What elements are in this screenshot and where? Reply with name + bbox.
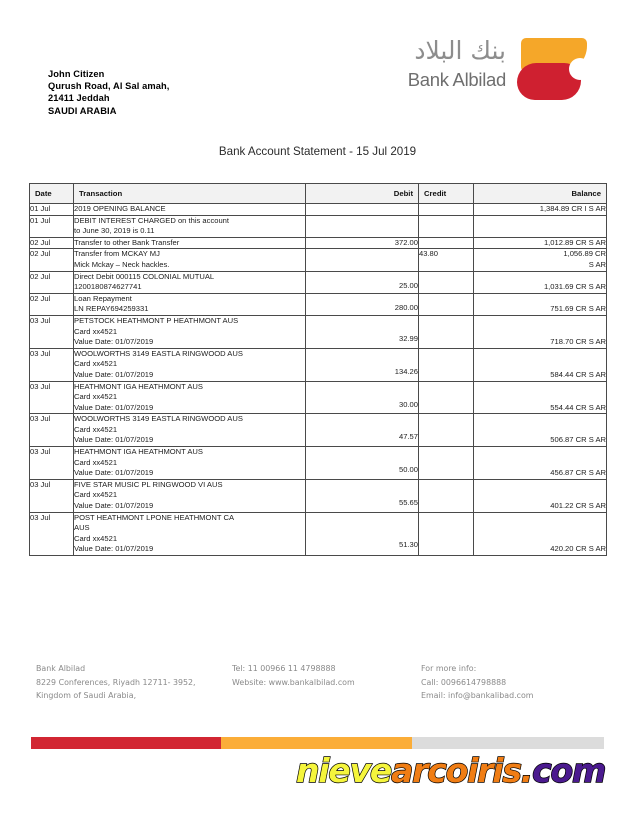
spacer-line [306,456,418,465]
cell-credit [419,479,474,512]
watermark-part-2: arcoiris. [391,751,533,790]
footer-line: Website: www.bankalbilad.com [232,677,355,687]
transaction-line: 2019 OPENING BALANCE [74,204,166,213]
cell-credit [419,215,474,237]
spacer-line [474,523,606,534]
cell-balance [474,293,607,315]
cell-transaction [74,293,306,315]
cell-credit [419,447,474,480]
transaction-line: Loan Repayment [74,293,132,303]
cell-debit [306,204,419,216]
table-row [30,381,607,414]
spacer-line [474,447,606,458]
cell-date: 03 Jul [30,447,74,480]
spacer-line [306,489,418,498]
cell-transaction [74,479,306,512]
spacer-line [474,382,606,393]
cell-transaction [74,237,306,249]
cell-balance [474,381,607,414]
footer-color-bar [31,737,604,749]
spacer-line [306,272,418,281]
cell-date: 03 Jul [30,479,74,512]
cell-debit [306,237,419,249]
debit-amount: 51.30 [398,539,418,549]
bank-logo [386,36,602,108]
transaction-line: Card xx4521 [74,424,118,434]
footer-column-address [36,662,236,703]
balance-amount: 1,031.69 CR S AR [543,282,606,292]
cell-transaction [74,381,306,414]
site-watermark [296,752,605,790]
cell-debit [306,271,419,293]
address-line: SAUDI ARABIA [48,105,117,116]
cell-date: 02 Jul [30,271,74,293]
cell-transaction [74,271,306,293]
footer-bar-gray-segment [412,737,604,749]
cell-date: 03 Jul [30,381,74,414]
transaction-line: Value Date: 01/07/2019 [74,369,154,379]
spacer-line [306,423,418,432]
cell-debit [306,293,419,315]
spacer-line [306,349,418,358]
spacer-line [474,425,606,436]
bank-logo-mark-icon [517,38,589,102]
footer-line: For more info: [421,664,477,673]
transaction-line: WOOLWORTHS 3149 EASTLA RINGWOOD AUS [74,414,243,424]
spacer-line [474,480,606,491]
spacer-line [306,325,418,334]
transaction-line: WOOLWORTHS 3149 EASTLA RINGWOOD AUS [74,348,243,358]
spacer-line [474,327,606,338]
spacer-line [306,480,418,489]
table-row [30,237,607,249]
spacer-line [474,513,606,524]
footer-line: Tel: 11 00966 11 4798888 [232,664,336,673]
debit-amount: 55.65 [398,497,418,507]
cell-transaction [74,414,306,447]
footer-line: Call: 0096614798888 [421,677,507,687]
spacer-line [474,359,606,370]
credit-amount: 43.80 [419,249,439,259]
cell-debit [306,414,419,447]
cell-credit [419,315,474,348]
cell-transaction [74,204,306,216]
transaction-line: Value Date: 01/07/2019 [74,544,154,554]
cell-transaction [74,447,306,480]
transaction-line: Value Date: 01/07/2019 [74,435,154,445]
table-row [30,479,607,512]
debit-amount: 134.26 [394,366,418,376]
footer-line: Email: info@bankalibad.com [421,691,534,700]
spacer-line [474,349,606,360]
statement-table-body [30,204,607,556]
cell-date: 01 Jul [30,204,74,216]
statement-table-container [29,183,606,556]
cell-date: 02 Jul [30,293,74,315]
transaction-line: Card xx4521 [74,490,118,500]
footer-column-more-info [421,662,621,703]
cell-balance [474,237,607,249]
transaction-line: Value Date: 01/07/2019 [74,501,154,511]
transaction-line: HEATHMONT IGA HEATHMONT AUS [74,381,203,391]
cell-balance [474,512,607,555]
spacer-line [306,531,418,540]
cell-debit [306,215,419,237]
cell-date: 01 Jul [30,215,74,237]
watermark-part-1: nieve [296,751,392,790]
column-header-debit: Debit [306,184,419,204]
transaction-line: Transfer to other Bank Transfer [74,237,180,247]
spacer-line [306,382,418,391]
transaction-line: Card xx4521 [74,392,118,402]
transaction-line: FIVE STAR MUSIC PL RINGWOOD VI AUS [74,479,223,489]
transaction-line: HEATHMONT IGA HEATHMONT AUS [74,447,203,457]
cell-balance [474,315,607,348]
column-header-balance: Balance [474,184,607,204]
table-row [30,414,607,447]
balance-amount: 506.87 CR S AR [550,435,606,445]
spacer-line [306,294,418,303]
table-row [30,348,607,381]
cell-date: 02 Jul [30,249,74,271]
transaction-line: DEBIT INTEREST CHARGED on this account [74,215,230,225]
cell-debit [306,381,419,414]
debit-amount: 30.00 [398,399,418,409]
transaction-line: Card xx4521 [74,533,118,543]
spacer-line [474,534,606,545]
cell-date: 03 Jul [30,512,74,555]
balance-amount: 584.44 CR S AR [550,369,606,379]
transaction-line: AUS [74,523,90,533]
cell-credit [419,293,474,315]
cell-credit [419,237,474,249]
cell-credit [419,414,474,447]
logo-notch-shape [569,58,591,80]
bank-logo-text [386,36,506,91]
spacer-line [306,358,418,367]
cell-debit [306,249,419,271]
cell-balance [474,414,607,447]
debit-amount: 280.00 [394,302,418,312]
cell-transaction [74,315,306,348]
transaction-line: POST HEATHMONT LPONE HEATHMONT CA [74,512,235,522]
footer-line: Kingdom of Saudi Arabia, [36,691,137,700]
footer-line: 8229 Conferences, Riyadh 12711- 3952, [36,677,196,687]
table-row [30,215,607,237]
transaction-line: Card xx4521 [74,326,118,336]
footer-line: Bank Albilad [36,664,86,673]
cell-debit [306,348,419,381]
transaction-line: Direct Debit 000115 COLONIAL MUTUAL [74,271,215,281]
customer-address-block [48,68,170,117]
spacer-line [474,294,606,305]
cell-credit [419,348,474,381]
cell-balance [474,249,607,271]
balance-amount: 554.44 CR S AR [550,402,606,412]
page-title: Bank Account Statement - 15 Jul 2019 [218,145,417,158]
footer-bar-red-segment [31,737,221,749]
cell-credit [419,271,474,293]
cell-balance [474,479,607,512]
spacer-line [306,447,418,456]
spacer-line [474,316,606,327]
table-row [30,204,607,216]
cell-date: 03 Jul [30,315,74,348]
spacer-line [306,522,418,531]
balance-amount: 1,056.89 CR [563,249,606,259]
debit-amount: 32.99 [398,333,418,343]
balance-amount: 1,012.89 CR S AR [543,237,606,247]
cell-debit [306,447,419,480]
balance-amount: 751.69 CR S AR [550,304,606,314]
balance-amount: 420.20 CR S AR [550,544,606,554]
bank-logo-arabic-name: بنك البلاد [414,36,506,65]
cell-balance [474,271,607,293]
address-line: 21411 Jeddah [48,93,110,104]
cell-balance [474,447,607,480]
table-row [30,512,607,555]
footer-column-contact [232,662,422,689]
cell-balance [474,204,607,216]
debit-amount: 47.57 [398,432,418,442]
spacer-line [474,414,606,425]
footer-bar-orange-segment [221,737,412,749]
balance-amount: 718.70 CR S AR [550,337,606,347]
document-header [0,0,635,130]
transaction-line: to June 30, 2019 is 0.11 [74,226,155,236]
transaction-line: Card xx4521 [74,359,118,369]
transaction-line: Value Date: 01/07/2019 [74,468,154,478]
transaction-line: PETSTOCK HEATHMONT P HEATHMONT AUS [74,315,239,325]
table-row [30,249,607,271]
column-header-credit: Credit [419,184,474,204]
statement-table [29,183,607,556]
cell-balance [474,348,607,381]
spacer-line [306,391,418,400]
watermark-part-3: com [532,751,606,790]
balance-amount: 1,384.89 CR I S AR [539,204,606,213]
transaction-line: Card xx4521 [74,457,118,467]
bank-logo-latin-name: Bank Albilad [407,69,506,90]
spacer-line [474,272,606,283]
column-header-date: Date [30,184,74,204]
cell-credit [419,204,474,216]
transaction-line: Transfer from MCKAY MJ [74,249,160,259]
cell-credit [419,249,474,271]
transaction-line: Value Date: 01/07/2019 [74,337,154,347]
cell-credit [419,512,474,555]
debit-amount: 50.00 [398,465,418,475]
address-line: John Citizen [48,69,105,79]
balance-amount: 456.87 CR S AR [550,468,606,478]
table-row [30,271,607,293]
cell-credit [419,381,474,414]
cell-transaction [74,348,306,381]
cell-transaction [74,512,306,555]
spacer-line [474,490,606,501]
cell-debit [306,315,419,348]
spacer-line [474,392,606,403]
table-header-row [30,184,607,204]
table-row [30,315,607,348]
transaction-line: LN REPAY694259331 [74,304,149,314]
transaction-line: Mick Mckay – Neck hackles. [74,259,170,269]
cell-transaction [74,249,306,271]
cell-date: 03 Jul [30,348,74,381]
column-header-transaction: Transaction [74,184,306,204]
table-row [30,293,607,315]
spacer-line [306,513,418,522]
cell-balance [474,215,607,237]
cell-debit [306,479,419,512]
spacer-line [306,414,418,423]
balance-amount: 401.22 CR S AR [550,501,606,511]
cell-debit [306,512,419,555]
cell-date: 02 Jul [30,237,74,249]
spacer-line [474,458,606,469]
transaction-line: Value Date: 01/07/2019 [74,402,154,412]
cell-date: 03 Jul [30,414,74,447]
balance-amount: S AR [588,259,606,269]
table-row [30,447,607,480]
transaction-line: 1200180874627741 [74,282,142,292]
cell-transaction [74,215,306,237]
debit-amount: 25.00 [398,280,418,290]
address-line: Qurush Road, Al Sal amah, [48,81,170,92]
debit-amount: 372.00 [394,237,418,247]
spacer-line [306,316,418,325]
